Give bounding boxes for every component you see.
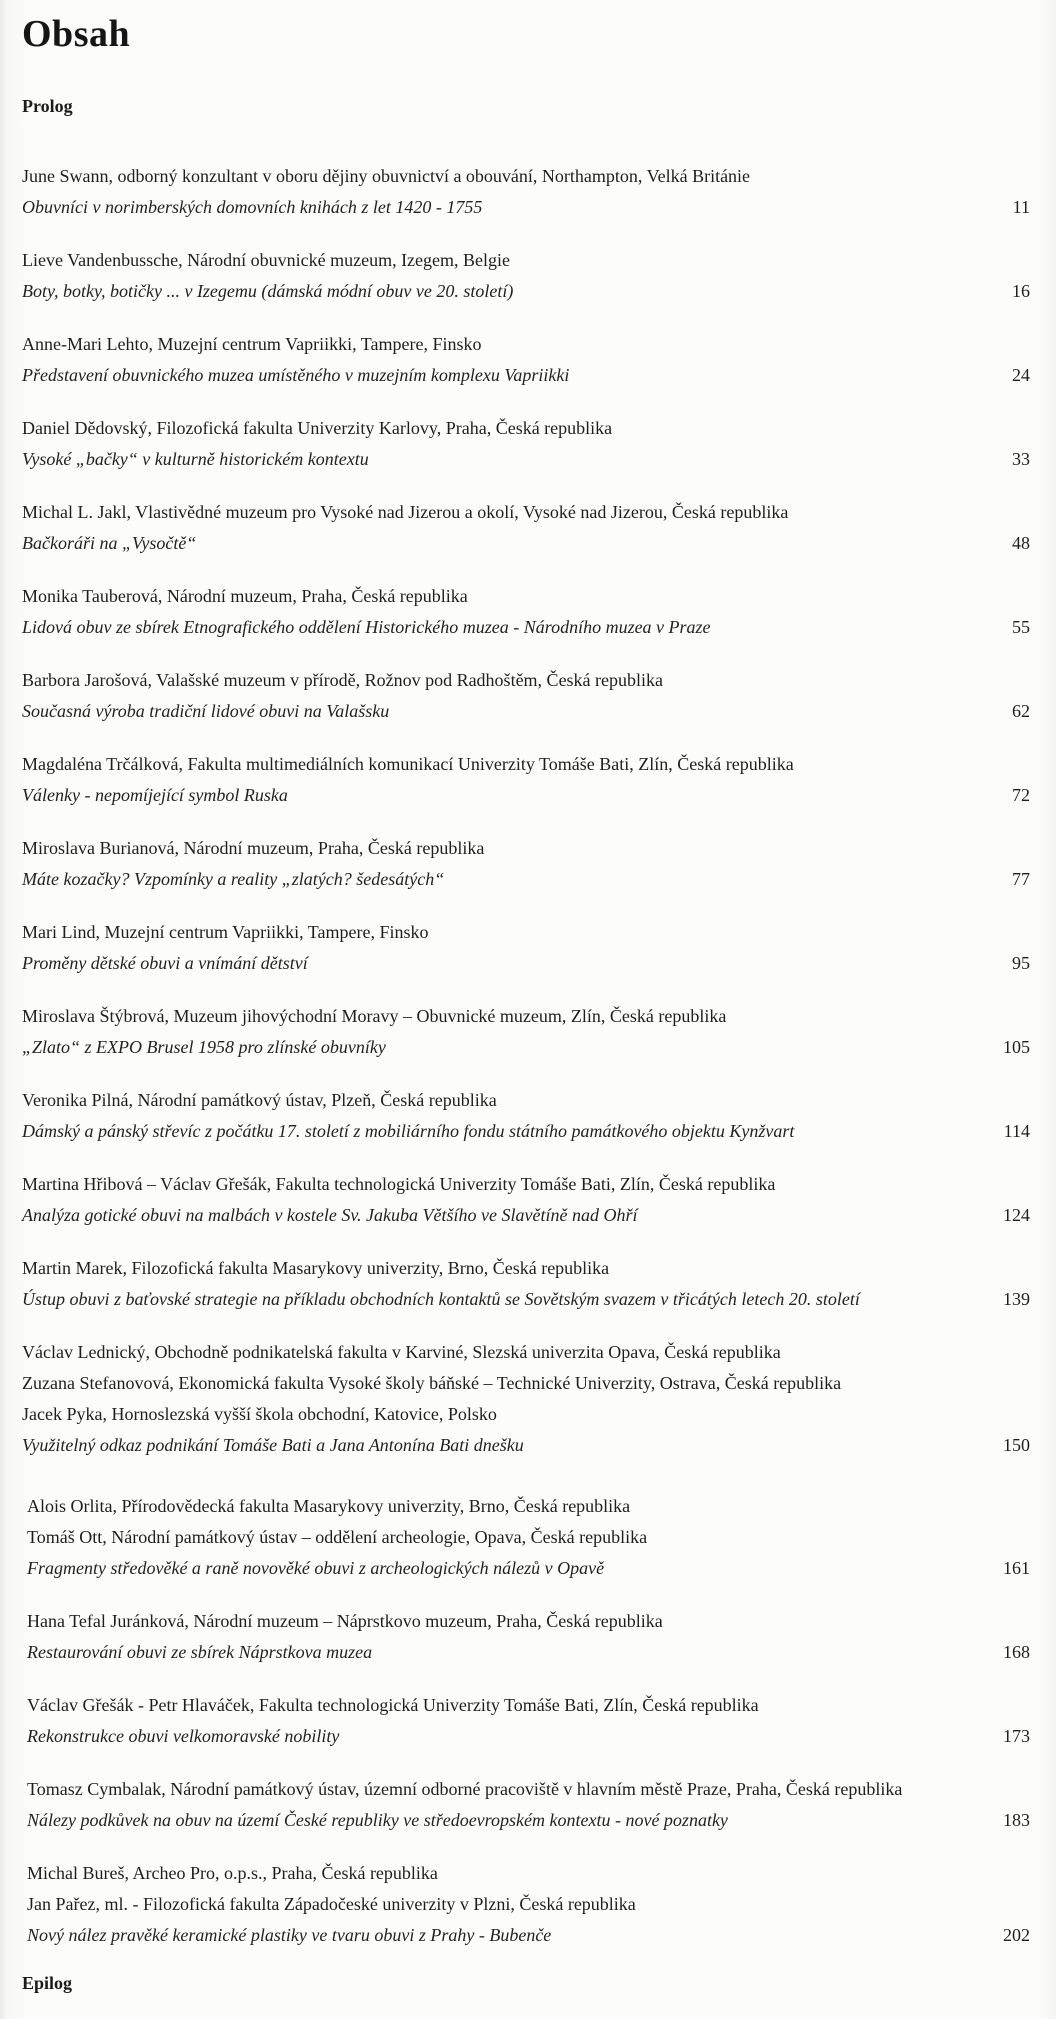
entry-page-number: 11 — [1012, 197, 1030, 217]
entry-title: Restaurování obuvi ze sbírek Náprstkova muzea — [27, 1642, 373, 1662]
entry-authors — [22, 413, 1030, 444]
entry-author-line: Lieve Vandenbussche, Národní obuvnické muzeum, Izegem, Belgie — [22, 250, 511, 270]
toc-entry — [22, 665, 1030, 727]
entry-authors — [22, 497, 1030, 528]
toc-entry — [22, 413, 1030, 475]
entry-authors — [22, 833, 1030, 864]
toc-entry — [22, 1253, 1030, 1315]
page-title: Obsah — [22, 13, 131, 55]
entry-author-line: Hana Tefal Juránková, Národní muzeum – Náprstkovo muzeum, Praha, Česká republika — [27, 1611, 663, 1631]
toc-entry — [22, 749, 1030, 811]
entry-page-number: 183 — [1003, 1810, 1030, 1830]
entry-authors — [22, 1001, 1030, 1032]
entry-authors — [22, 1337, 1030, 1430]
entry-authors — [27, 1690, 1030, 1721]
entry-authors — [22, 749, 1030, 780]
entry-authors — [27, 1491, 1030, 1553]
entry-author-line: Miroslava Štýbrová, Muzeum jihovýchodní Moravy – Obuvnické muzeum, Zlín, Česká republika — [22, 1006, 727, 1026]
entry-title: Představení obuvnického muzea umístěného v muzejním komplexu Vapriikki — [22, 365, 570, 385]
entry-page-number: 124 — [1003, 1205, 1030, 1225]
entry-title: Máte kozačky? Vzpomínky a reality „zlatých? šedesátých“ — [22, 869, 445, 889]
entry-page-number: 33 — [1012, 449, 1030, 469]
entry-authors — [27, 1858, 1030, 1920]
entry-title-line — [22, 1284, 1030, 1315]
entry-authors — [27, 1774, 1030, 1805]
entry-title-line — [22, 780, 1030, 811]
entry-page-number: 150 — [1003, 1435, 1030, 1455]
entry-author-line: Tomasz Cymbalak, Národní památkový ústav, územní odborné pracoviště v hlavním městě Praze, Praha, Česká republika — [27, 1779, 903, 1799]
toc-entry — [22, 1606, 1030, 1668]
entry-author-line: Václav Lednický, Obchodně podnikatelská fakulta v Karviné, Slezská univerzita Opava, Česká republika — [22, 1342, 781, 1362]
entry-page-number: 24 — [1012, 365, 1030, 385]
entry-title-line — [22, 528, 1030, 559]
toc-entry — [22, 917, 1030, 979]
entry-title-line — [22, 444, 1030, 475]
entry-author-line: Jacek Pyka, Hornoslezská vyšší škola obchodní, Katovice, Polsko — [22, 1404, 497, 1424]
entry-title-line — [22, 1116, 1030, 1147]
entry-authors — [22, 665, 1030, 696]
entry-authors — [22, 581, 1030, 612]
entry-authors — [22, 1085, 1030, 1116]
entry-title: Analýza gotické obuvi na malbách v kostele Sv. Jakuba Většího ve Slavětíně nad Ohří — [22, 1205, 638, 1225]
entry-author-line: Monika Tauberová, Národní muzeum, Praha, Česká republika — [22, 586, 468, 606]
entry-title-line — [27, 1805, 1030, 1836]
entry-page-number: 72 — [1012, 785, 1030, 805]
entry-title-line — [22, 276, 1030, 307]
toc-entry — [22, 245, 1030, 307]
entry-authors — [22, 917, 1030, 948]
entry-author-line: Alois Orlita, Přírodovědecká fakulta Masarykovy univerzity, Brno, Česká republika — [27, 1496, 631, 1516]
toc-entry — [22, 1085, 1030, 1147]
entry-author-line: Mari Lind, Muzejní centrum Vapriikki, Tampere, Finsko — [22, 922, 429, 942]
toc-entry — [22, 1491, 1030, 1584]
entry-page-number: 48 — [1012, 533, 1030, 553]
entry-page-number: 202 — [1003, 1925, 1030, 1945]
entry-author-line: Michal L. Jakl, Vlastivědné muzeum pro Vysoké nad Jizerou a okolí, Vysoké nad Jizerou, Česká republika — [22, 502, 789, 522]
entry-author-line: Barbora Jarošová, Valašské muzeum v přírodě, Rožnov pod Radhoštěm, Česká republika — [22, 670, 664, 690]
entry-title: Současná výroba tradiční lidové obuvi na Valašsku — [22, 701, 390, 721]
entry-title: Bačkoráři na „Vysočtě“ — [22, 533, 197, 553]
toc-entry — [22, 497, 1030, 559]
entry-author-line: Michal Bureš, Archeo Pro, o.p.s., Praha, Česká republika — [27, 1863, 438, 1883]
entry-title: Dámský a pánský střevíc z počátku 17. století z mobiliárního fondu státního památkového objektu Kynžvart — [22, 1121, 795, 1141]
entry-authors — [22, 1253, 1030, 1284]
entry-author-line: Václav Gřešák - Petr Hlaváček, Fakulta technologická Univerzity Tomáše Bati, Zlín, Česká republika — [27, 1695, 759, 1715]
entry-author-line: Daniel Dědovský, Filozofická fakulta Univerzity Karlovy, Praha, Česká republika — [22, 418, 613, 438]
toc-entry — [22, 1774, 1030, 1836]
toc-entry — [22, 1858, 1030, 1951]
entry-title-line — [22, 1430, 1030, 1461]
entry-title-line — [27, 1637, 1030, 1668]
entry-author-line: June Swann, odborný konzultant v oboru dějiny obuvnictví a obouvání, Northampton, Velká Británie — [22, 166, 751, 186]
toc-entry — [22, 1337, 1030, 1461]
entry-title: Fragmenty středověké a raně novověké obuvi z archeologických nálezů v Opavě — [27, 1558, 605, 1578]
entry-title-line — [22, 1200, 1030, 1231]
entry-title-line — [22, 360, 1030, 391]
entry-title: Využitelný odkaz podnikání Tomáše Bati a Jana Antonína Bati dnešku — [22, 1435, 524, 1455]
entries-list — [22, 161, 1030, 1951]
entry-title: Ústup obuvi z baťovské strategie na příkladu obchodních kontaktů se Sovětským svazem v třicátých letech 20. století — [22, 1289, 860, 1309]
entry-title: Proměny dětské obuvi a vnímání dětství — [22, 953, 308, 973]
entry-title: Lidová obuv ze sbírek Etnografického oddělení Historického muzea - Národního muzea v Praze — [22, 617, 711, 637]
entry-author-line: Anne-Mari Lehto, Muzejní centrum Vapriikki, Tampere, Finsko — [22, 334, 482, 354]
entry-page-number: 161 — [1003, 1558, 1030, 1578]
entry-author-line: Martin Marek, Filozofická fakulta Masarykovy univerzity, Brno, Česká republika — [22, 1258, 610, 1278]
entry-author-line: Jan Pařez, ml. - Filozofická fakulta Západočeské univerzity v Plzni, Česká republika — [27, 1894, 636, 1914]
entry-author-line: Martina Hřibová – Václav Gřešák, Fakulta technologická Univerzity Tomáše Bati, Zlín, Česká republika — [22, 1174, 776, 1194]
entry-title-line — [27, 1553, 1030, 1584]
entry-author-line: Magdaléna Trčálková, Fakulta multimediálních komunikací Univerzity Tomáše Bati, Zlín, Česká republika — [22, 754, 794, 774]
entry-title: Válenky - nepomíjející symbol Ruska — [22, 785, 288, 805]
epilog-heading: Epilog — [22, 1973, 73, 1993]
entry-page-number: 139 — [1003, 1289, 1030, 1309]
entry-title-line — [27, 1920, 1030, 1951]
entry-title: Rekonstrukce obuvi velkomoravské nobility — [27, 1726, 340, 1746]
entry-title: Obuvníci v norimberských domovních knihách z let 1420 - 1755 — [22, 197, 483, 217]
entry-title-line — [22, 192, 1030, 223]
entry-title: Nálezy podkůvek na obuv na území České republiky ve středoevropském kontextu - nové poznatky — [27, 1810, 728, 1830]
entry-title: Vysoké „bačky“ v kulturně historickém kontextu — [22, 449, 369, 469]
entry-title-line — [22, 948, 1030, 979]
entry-authors — [22, 1169, 1030, 1200]
entry-title-line — [27, 1721, 1030, 1752]
entry-title: „Zlato“ z EXPO Brusel 1958 pro zlínské obuvníky — [22, 1037, 386, 1057]
toc-entry — [22, 329, 1030, 391]
entry-title: Boty, botky, botičky ... v Izegemu (dámská módní obuv ve 20. století) — [22, 281, 514, 301]
entry-page-number: 168 — [1003, 1642, 1030, 1662]
toc-entry — [22, 833, 1030, 895]
entry-page-number: 105 — [1003, 1037, 1030, 1057]
entry-page-number: 95 — [1012, 953, 1030, 973]
entry-author-line: Veronika Pilná, Národní památkový ústav, Plzeň, Česká republika — [22, 1090, 497, 1110]
entry-title-line — [22, 612, 1030, 643]
entry-title-line — [22, 864, 1030, 895]
entry-page-number: 55 — [1012, 617, 1030, 637]
entry-authors — [22, 245, 1030, 276]
toc-entry — [22, 1169, 1030, 1231]
toc-entry — [22, 161, 1030, 223]
toc-entry — [22, 581, 1030, 643]
entry-authors — [27, 1606, 1030, 1637]
entry-authors — [22, 329, 1030, 360]
entry-authors — [22, 161, 1030, 192]
entry-page-number: 16 — [1012, 281, 1030, 301]
entry-page-number: 77 — [1012, 869, 1030, 889]
entry-author-line: Miroslava Burianová, Národní muzeum, Praha, Česká republika — [22, 838, 485, 858]
entry-title: Nový nález pravěké keramické plastiky ve tvaru obuvi z Prahy - Bubenče — [27, 1925, 552, 1945]
entry-author-line: Zuzana Stefanovová, Ekonomická fakulta Vysoké školy báňské – Technické Univerzity, Ostrava, Česká republika — [22, 1373, 842, 1393]
toc-entry — [22, 1001, 1030, 1063]
entry-page-number: 173 — [1003, 1726, 1030, 1746]
entry-title-line — [22, 696, 1030, 727]
toc-entry — [22, 1690, 1030, 1752]
entry-page-number: 114 — [1003, 1121, 1030, 1141]
entry-title-line — [22, 1032, 1030, 1063]
entry-page-number: 62 — [1012, 701, 1030, 721]
prolog-heading: Prolog — [22, 96, 73, 116]
entry-author-line: Tomáš Ott, Národní památkový ústav – oddělení archeologie, Opava, Česká republika — [27, 1527, 648, 1547]
